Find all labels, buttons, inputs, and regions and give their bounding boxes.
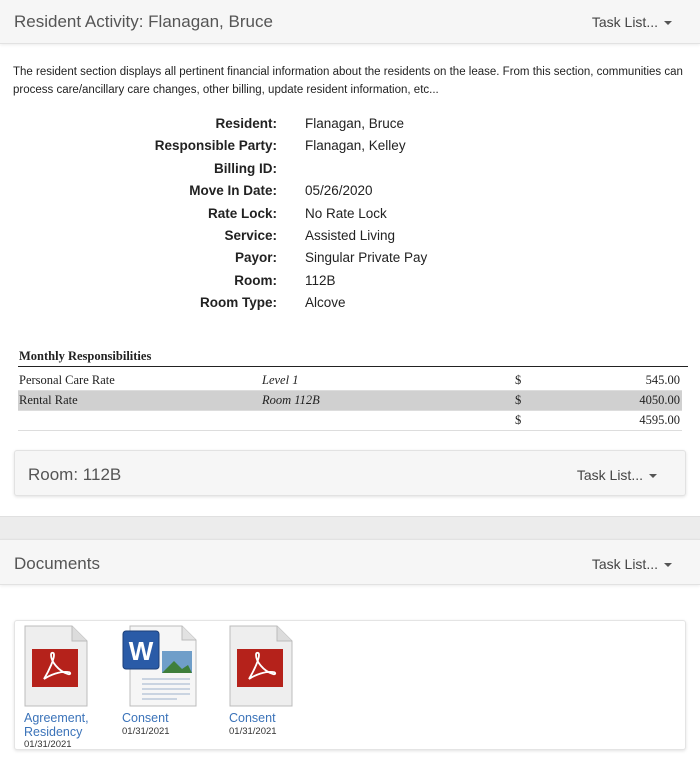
- intro-text: The resident section displays all pertinent financial information about the residents on the lease. From this section, communities can process care/ancillary care changes, other billing, update resident information, etc...: [13, 66, 683, 96]
- info-row-billing-id: [0, 161, 700, 183]
- info-label: Service:: [224, 227, 277, 243]
- info-label: Responsible Party:: [154, 138, 277, 154]
- info-value: Flanagan, Kelley: [305, 138, 406, 154]
- info-value: No Rate Lock: [305, 205, 387, 221]
- page-title: Resident Activity: Flanagan, Bruce: [14, 12, 273, 31]
- documents-task-list-dropdown[interactable]: [592, 556, 672, 572]
- info-value: 05/26/2020: [305, 183, 373, 199]
- resident-info: [0, 116, 700, 318]
- responsibilities-table: [18, 371, 682, 431]
- caret-down-icon: [664, 21, 672, 25]
- info-label: Room:: [234, 272, 277, 288]
- info-row-move-in-date: [0, 183, 700, 205]
- info-label: Billing ID:: [214, 160, 277, 176]
- info-value: Alcove: [305, 295, 346, 311]
- info-value: 112B: [305, 272, 336, 288]
- pdf-icon: [229, 625, 293, 707]
- room-panel-title: Room: 112B: [28, 465, 122, 484]
- info-label: Room Type:: [200, 295, 277, 311]
- document-date: 01/31/2021: [24, 739, 72, 750]
- document-date: 01/31/2021: [122, 726, 170, 737]
- document-link[interactable]: Consent: [122, 711, 169, 725]
- section-separator: [0, 516, 700, 539]
- task-list-dropdown[interactable]: [592, 14, 672, 30]
- rate-name: Rental Rate: [19, 393, 78, 407]
- word-doc-icon: [122, 625, 197, 707]
- info-row-service: [0, 228, 700, 250]
- info-row-room: [0, 273, 700, 295]
- info-row-resident: [0, 116, 700, 138]
- info-label: Payor:: [234, 250, 277, 266]
- info-label: Rate Lock:: [207, 205, 277, 221]
- documents-list: [14, 620, 686, 750]
- info-label: Move In Date:: [189, 183, 277, 199]
- info-value: Assisted Living: [305, 227, 396, 243]
- info-value: Flanagan, Bruce: [305, 116, 405, 131]
- task-list-label: Task List...: [591, 556, 658, 572]
- documents-title: Documents: [14, 554, 100, 573]
- task-list-label: Task List...: [591, 14, 658, 30]
- info-row-payor: [0, 250, 700, 272]
- currency-symbol: $: [515, 413, 522, 427]
- info-label: Resident:: [215, 116, 277, 131]
- info-value: Singular Private Pay: [305, 250, 428, 266]
- rate-description: Room 112B: [262, 393, 320, 407]
- rate-amount: 545.00: [645, 373, 680, 387]
- svg-text:W: W: [128, 636, 154, 666]
- info-row-responsible-party: [0, 138, 700, 160]
- caret-down-icon: [664, 563, 672, 567]
- currency-symbol: $: [515, 373, 522, 387]
- divider: [18, 366, 688, 367]
- info-row-rate-lock: [0, 206, 700, 228]
- room-task-list-dropdown[interactable]: [577, 467, 657, 483]
- document-link[interactable]: Consent: [229, 711, 276, 725]
- documents-header: [0, 539, 700, 585]
- info-row-room-type: [0, 295, 700, 317]
- pdf-icon: [24, 625, 88, 707]
- total-amount: 4595.00: [639, 413, 680, 427]
- document-link[interactable]: Agreement, Residency: [24, 711, 89, 739]
- rate-amount: 4050.00: [639, 393, 680, 407]
- currency-symbol: $: [515, 393, 522, 407]
- room-panel: [14, 450, 686, 496]
- rate-name: Personal Care Rate: [19, 373, 115, 387]
- rate-description: Level 1: [262, 373, 299, 387]
- caret-down-icon: [649, 474, 657, 478]
- resident-activity-header: [0, 0, 700, 44]
- table-row-total: [18, 411, 682, 431]
- table-row: [18, 371, 682, 391]
- document-date: 01/31/2021: [229, 726, 277, 737]
- task-list-label: Task List...: [576, 467, 643, 483]
- responsibilities-title: Monthly Responsibilities: [19, 349, 152, 363]
- table-row: [18, 391, 682, 411]
